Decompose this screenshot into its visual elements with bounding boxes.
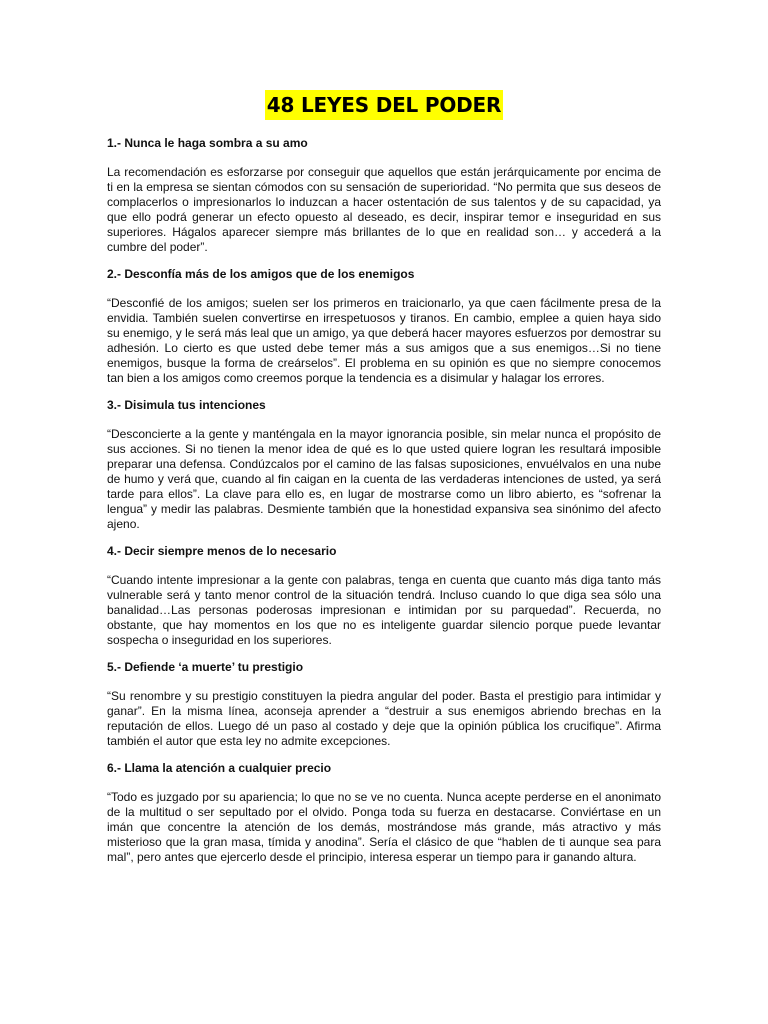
law-heading: 6.- Llama la atención a cualquier precio: [107, 761, 332, 775]
law-heading: 5.- Defiende ‘a muerte’ tu prestigio: [107, 660, 304, 674]
law-heading: 2.- Desconfía más de los amigos que de los enemigos: [107, 267, 415, 281]
law-paragraph: “Desconfié de los amigos; suelen ser los primeros en traicionarlo, ya que caen fácilmente presa de la envidia. También suelen convertirse en irrespetuosos y tiranos. En cambio, emplee a quien haya sido su enemigo, y le será más leal que un amigo, ya que deberá hacer mayores esfuerzos por demostrar su adhesión. Lo cierto es que usted debe temer más a sus amigos que a sus enemigos…Si no tiene enemigos, busque la forma de creárselos”. El problema en su opinión es que no siempre conocemos tan bien a los amigos como creemos porque la tendencia es a disimular y halagar los errores.: [107, 296, 661, 385]
law-heading: 4.- Decir siempre menos de lo necesario: [107, 544, 337, 558]
law-paragraph: La recomendación es esforzarse por conseguir que aquellos que están jerárquicamente por encima de ti en la empresa se sientan cómodos con su sensación de superioridad. “No permita que sus deseos de complacerlos o impresionarlos lo induzcan a hacer ostentación de sus talentos y de su capacidad, ya que ello podrá generar un efecto opuesto al deseado, es decir, inspirar temor e inseguridad en sus superiores. Hágalos aparecer siempre más brillantes de lo que en realidad son… y accederá a la cumbre del poder”.: [107, 165, 661, 254]
law-section-3: [107, 398, 661, 532]
law-heading: 1.- Nunca le haga sombra a su amo: [107, 136, 308, 150]
law-section-2: [107, 267, 661, 386]
law-paragraph: “Su renombre y su prestigio constituyen la piedra angular del poder. Basta el prestigio para intimidar y ganar”. En la misma línea, aconseja aprender a “destruir a sus enemigos abriendo brechas en la reputación de ellos. Luego dé un paso al costado y deje que la opinión pública los crucifique”. Afirma también el autor que esta ley no admite excepciones.: [107, 689, 661, 748]
title-container: [107, 90, 661, 122]
document-title: 48 LEYES DEL PODER: [265, 90, 503, 120]
law-section-4: [107, 544, 661, 648]
law-paragraph: “Cuando intente impresionar a la gente con palabras, tenga en cuenta que cuanto más diga tanto más vulnerable será y tanto menor control de la situación tendrá. Incluso cuando lo que diga sea sólo una banalidad…Las personas poderosas impresionan e intimidan por su parquedad”. Recuerda, no obstante, que hay momentos en los que no es inteligente guardar silencio porque puede levantar sospecha o inseguridad en los superiores.: [107, 573, 661, 647]
law-paragraph: “Desconcierte a la gente y manténgala en la mayor ignorancia posible, sin melar nunca el propósito de sus acciones. Si no tienen la menor idea de qué es lo que usted quiere logran les resultará imposible preparar una defensa. Condúzcalos por el camino de las falsas suposiciones, envuélvalos en una nube de humo y verá que, cuando al fin caigan en la cuenta de las verdaderas intenciones de usted, ya será tarde para ellos”. La clave para ello es, en lugar de mostrarse como un libro abierto, es “sofrenar la lengua” y medir las palabras. Desmiente también que la honestidad expansiva sea sinónimo del afecto ajeno.: [107, 427, 661, 531]
document-page: [107, 0, 661, 877]
law-section-6: [107, 761, 661, 865]
law-section-1: [107, 136, 661, 255]
law-heading: 3.- Disimula tus intenciones: [107, 398, 266, 412]
law-paragraph: “Todo es juzgado por su apariencia; lo que no se ve no cuenta. Nunca acepte perderse en el anonimato de la multitud o ser sepultado por el olvido. Ponga toda su fuerza en destacarse. Conviértase en un imán que concentre la atención de los demás, mostrándose más grande, más atractivo y más misterioso que la gran masa, tímida y anodina”. Sería el clásico de que “hablen de ti aunque sea para mal”, pero antes que ejercerlo desde el principio, interesa esperar un tiempo para ir ganando altura.: [107, 790, 661, 864]
law-section-5: [107, 660, 661, 749]
